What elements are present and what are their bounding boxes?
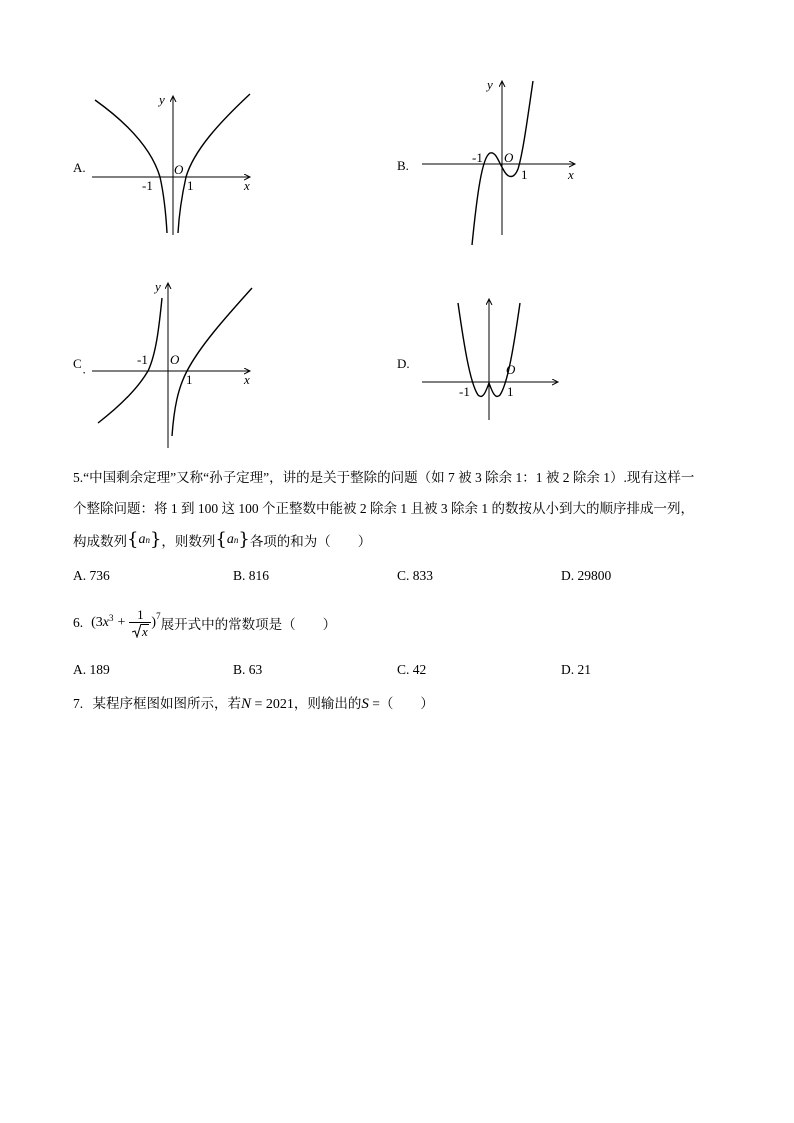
curve-right xyxy=(172,288,252,436)
q7-eq-value: = 2021 xyxy=(251,697,294,712)
q6-choice-a[interactable]: A. 189 xyxy=(73,662,110,677)
graph-a xyxy=(90,90,260,240)
q7-text-b: ，则输出的 xyxy=(293,696,362,711)
tick-one: 1 xyxy=(521,167,528,182)
q5-line3-b: ，则数列 xyxy=(161,533,216,549)
seq-sub: n xyxy=(145,534,150,545)
q6-num: 6. xyxy=(73,615,84,630)
q6-choice-c[interactable]: C. 42 xyxy=(397,662,427,677)
q6-choice-b[interactable]: B. 63 xyxy=(233,662,263,677)
q6-expr-open: (3 xyxy=(91,615,103,630)
q5-choice-d[interactable]: D. 29800 xyxy=(561,568,612,583)
tick-neg-one: -1 xyxy=(142,178,153,193)
left-brace-2: { xyxy=(215,529,227,550)
option-d-label: D. xyxy=(397,356,410,371)
q6-plus: + xyxy=(117,615,126,630)
graph-b xyxy=(420,75,590,255)
seq-var: a xyxy=(138,531,146,547)
q5-choice-c[interactable]: C. 833 xyxy=(397,568,434,583)
q5-line1: 5.“中国剩余定理”又称“孙子定理”，讲的是关于整除的问题（如 7 被 3 除余 1：1 被 2 除余 1）.现有这样一 xyxy=(73,470,695,485)
origin-label: O xyxy=(174,162,184,177)
y-label: y xyxy=(155,279,161,294)
x-label: x xyxy=(244,372,250,387)
q6-var-x: x xyxy=(102,615,110,630)
option-a-label: A. xyxy=(73,160,86,175)
q5-line2: 个整除问题：将 1 到 100 这 100 个正整数中能被 2 除余 1 且被 3 除余 1 的数按从小到大的顺序排成一列， xyxy=(73,501,694,516)
q7-text-a: 某程序框图如图所示，若 xyxy=(92,696,241,711)
q7-num: 7. xyxy=(73,696,84,711)
right-brace-2: } xyxy=(238,529,250,550)
tick-neg-one: -1 xyxy=(137,352,148,367)
seq-var-2: a xyxy=(226,531,234,547)
q6-exp3: 3 xyxy=(109,613,114,623)
q6-frac-num: 1 xyxy=(137,607,144,622)
graph-d xyxy=(420,295,570,425)
q7-var-s: S xyxy=(361,696,369,712)
origin-label: O xyxy=(504,150,514,165)
tick-neg-one: -1 xyxy=(472,150,483,165)
fraction-bar xyxy=(129,622,151,623)
tick-neg-one: -1 xyxy=(459,384,470,399)
q7-var-n: N xyxy=(241,696,252,712)
q5-choice-a[interactable]: A. 736 xyxy=(73,568,110,583)
q6-close-paren: ) xyxy=(151,615,157,630)
q7-text-c: =（ ） xyxy=(368,696,434,711)
right-brace: } xyxy=(149,529,162,550)
seq-sub-2: n xyxy=(233,534,239,545)
tick-one: 1 xyxy=(187,178,194,193)
left-brace: { xyxy=(127,529,139,550)
option-c-label: C xyxy=(73,356,82,371)
q7-line xyxy=(73,692,434,713)
option-b-label: B. xyxy=(397,158,409,173)
graph-c xyxy=(90,278,260,453)
q6-sqrt-x: x xyxy=(142,624,148,639)
curve-left xyxy=(98,298,162,423)
q6-line xyxy=(73,603,336,643)
tick-one: 1 xyxy=(507,384,514,399)
y-label: y xyxy=(159,92,165,107)
origin-label: O xyxy=(170,352,180,367)
x-label: x xyxy=(244,178,250,193)
q5-line3-c: 各项的和为（ ） xyxy=(249,533,372,549)
origin-label: O xyxy=(506,362,516,377)
q6-frac-den xyxy=(132,624,149,638)
q6-choice-d[interactable]: D. 21 xyxy=(561,662,591,677)
curve-left xyxy=(95,100,167,233)
q6-exp7: 7 xyxy=(156,611,161,621)
curve-right xyxy=(178,94,250,233)
q6-expression xyxy=(91,608,160,638)
tick-one: 1 xyxy=(186,372,193,387)
x-label: x xyxy=(568,167,574,182)
option-c-dot: · xyxy=(82,365,87,380)
q6-text: 展开式中的常数项是（ ） xyxy=(160,617,337,632)
sqrt-icon xyxy=(132,624,141,638)
q5-line3-a: 构成数列 xyxy=(73,533,127,549)
q5-line3 xyxy=(73,529,371,550)
q6-fraction xyxy=(129,608,151,638)
q5-choice-b[interactable]: B. 816 xyxy=(233,568,270,583)
y-label: y xyxy=(487,77,493,92)
